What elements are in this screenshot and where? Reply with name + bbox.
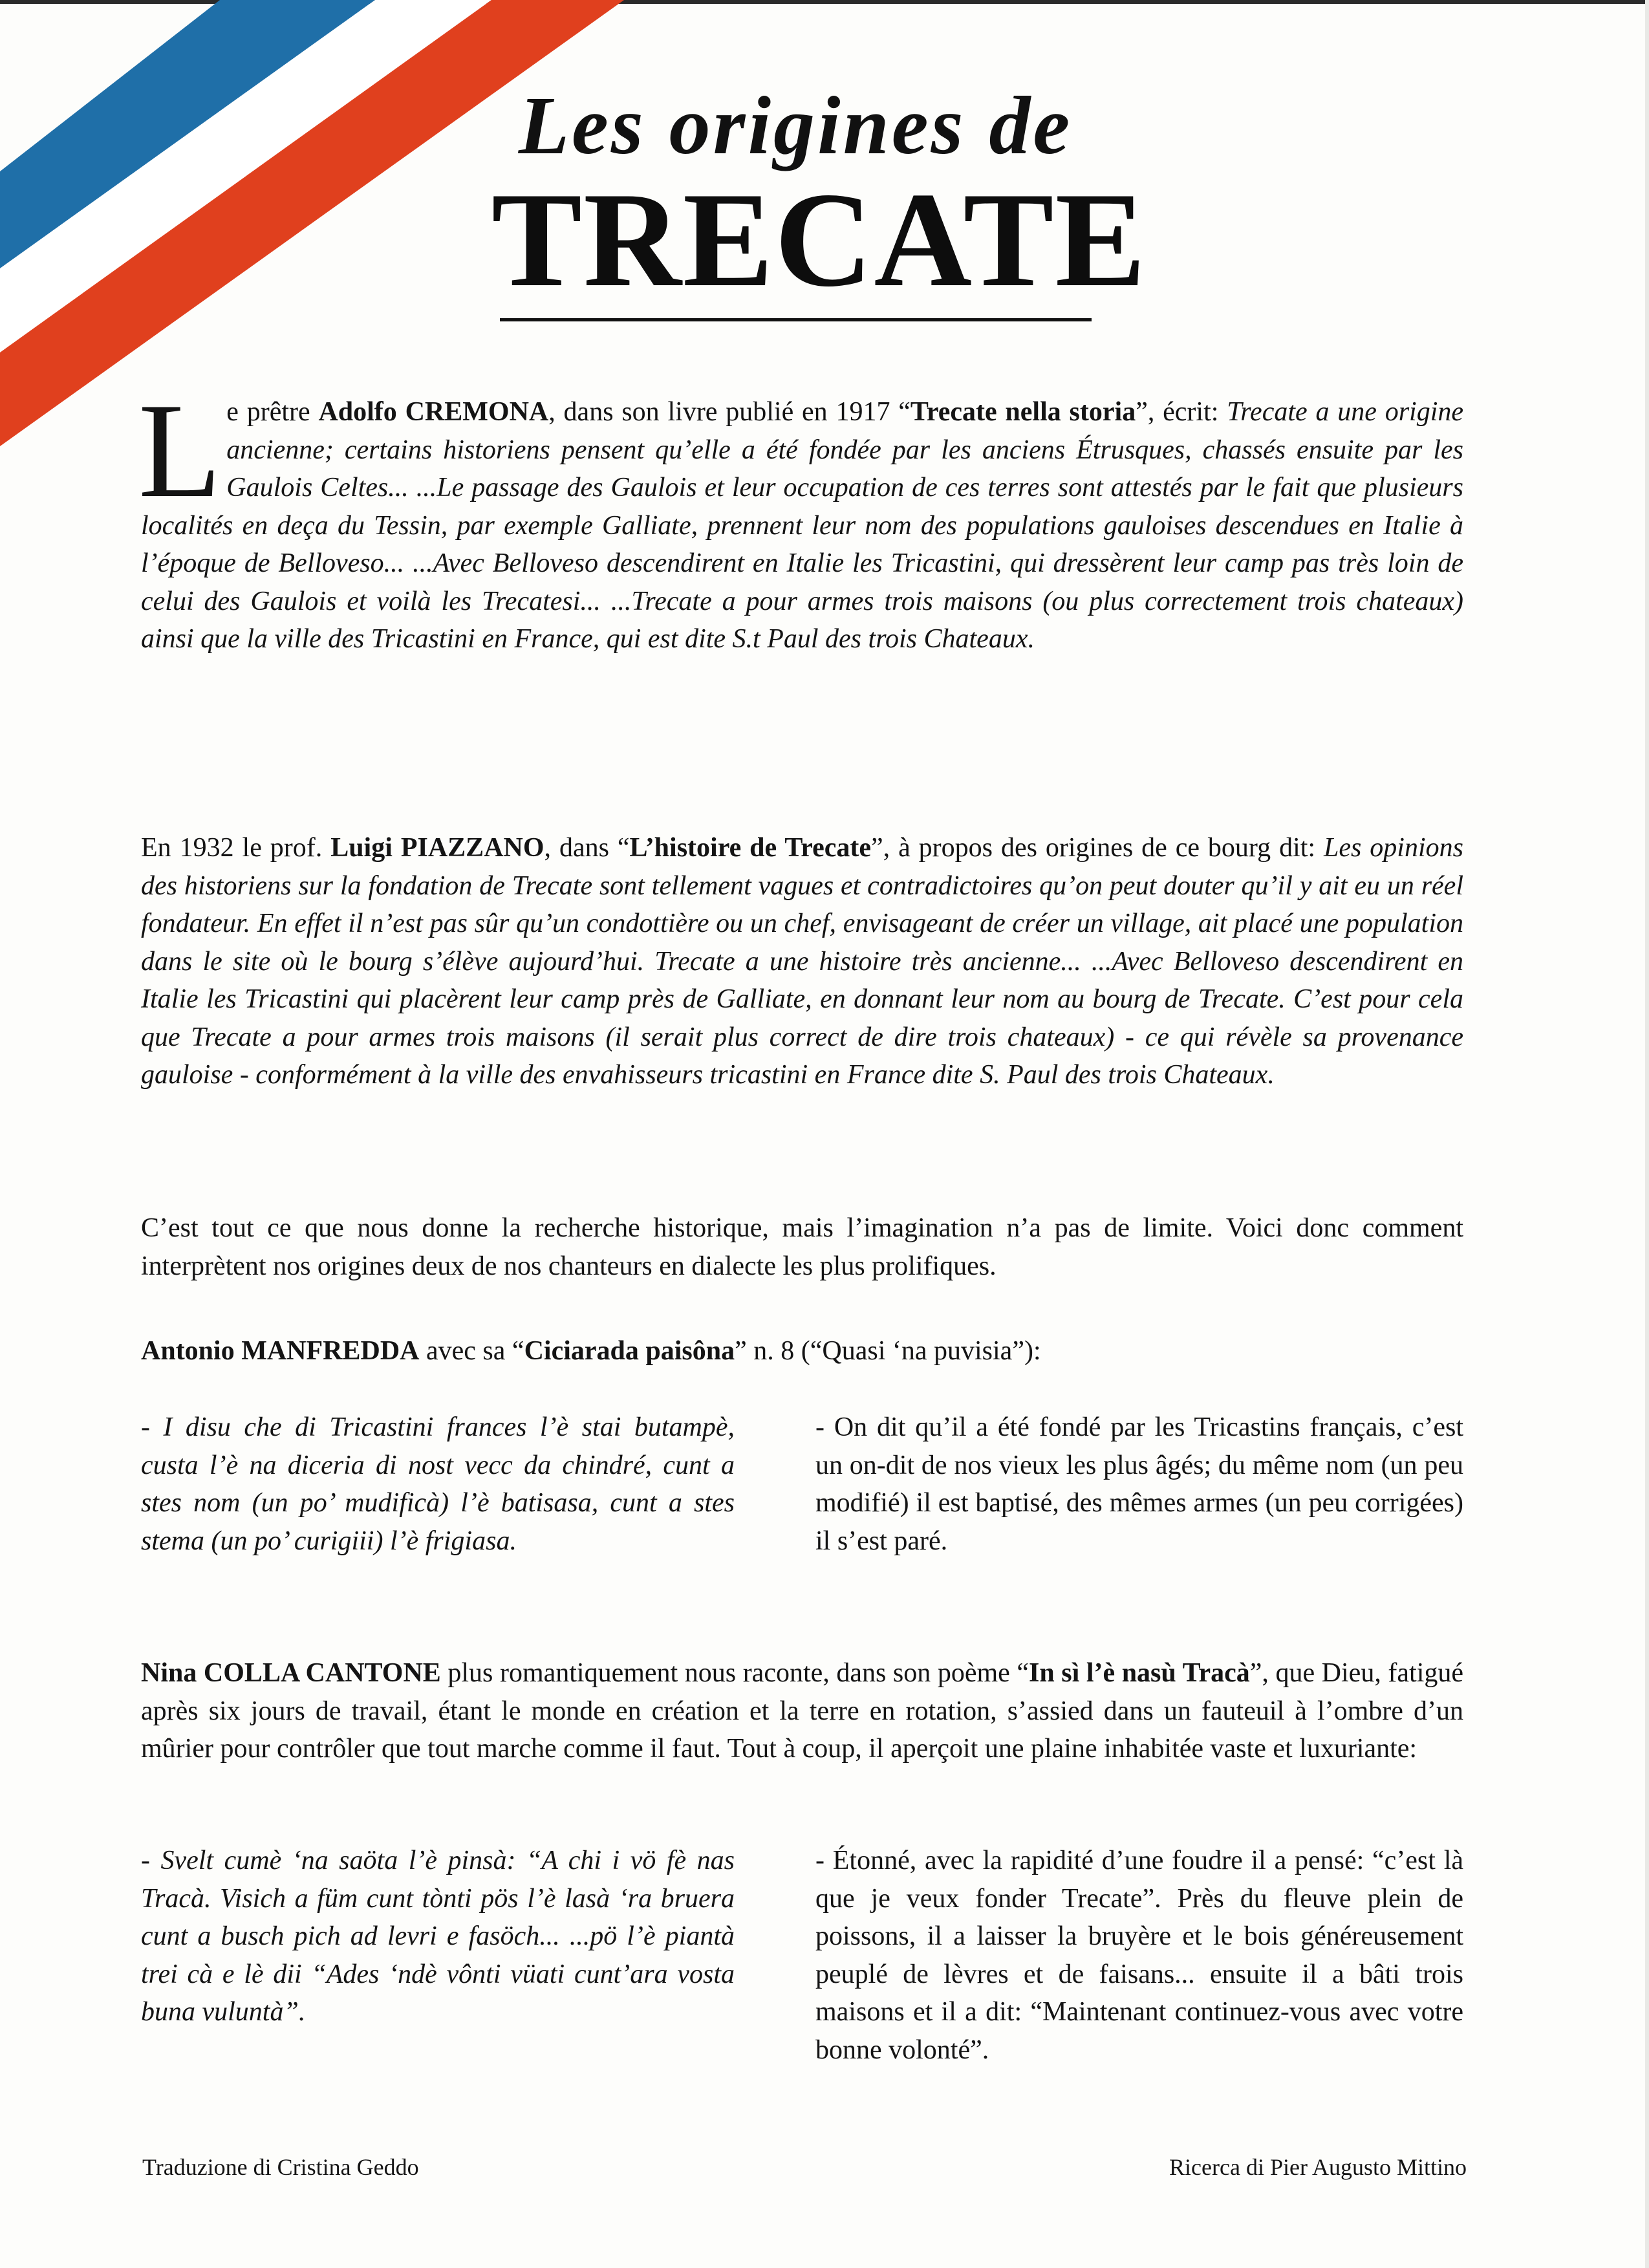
text: plus romantiquement nous raconte, dans son poème “ [440, 1658, 1029, 1688]
author-name: Adolfo CREMONA [318, 397, 549, 427]
author-name: Antonio MANFREDDA [141, 1336, 420, 1366]
author-name: Nina COLLA CANTONE [141, 1658, 441, 1688]
verse-french: - Étonné, avec la rapidité d’une foudre il a pensé: “c’est là que je veux fonder Trecate”. Près du fleuve plein de poissons, il a laisser la bruyère et le bois généreusement peuplé de lèvres et de faisans... ensuite il a bâti trois maisons et il a dit: “Maintenant continuez-vous avec votre bonne volonté”. [815, 1846, 1463, 2065]
text: ”, écrit: [1136, 397, 1227, 427]
quotation: Trecate a une origine ancienne; certains historiens pensent qu’elle a été fondée par les anciens Étrusques, chassés ensuite par les Gaulois Celtes... ...Le passage des Gaulois et leur occupation de ces terres sont attestés par le fait que plusieurs localités en deça du Tessin, par exemple Galliate, prennent leur nom des populations gauloises descendues en Italie à l’époque de Belloveso... ...Avec Belloveso descendirent en Italie les Tricastini, qui dressèrent leur camp pas très loin de celui des Gaulois et voilà les Trecatesi... ...Trecate a pour armes trois maisons (ou plus correctement trois chateaux) ainsi que la ville des Tricastini en France, qui est dite S.t Paul des trois Chateaux. [141, 397, 1464, 654]
text: ” n. 8 (“Quasi ‘na puvisia”): [735, 1336, 1041, 1366]
drop-cap: L [138, 376, 222, 526]
text: ”, que Dieu, fatigué après six jours de travail, étant le monde en création et la terre en rotation, s’assied dans un fauteuil à l’ombre d’un mûrier pour contrôler que tout marche comme il faut. Tout à coup, il aperçoit une plaine inhabitée vaste et luxuriante: [141, 1658, 1464, 1764]
verse-dialect: - I disu che di Tricastini frances l’è stai butampè, custa l’è na diceria di nost vecc da chindré, cunt a stes nom (un po’ mudificà) l’è batisasa, cunt a stes stema (un po’ curigiii) l’è frigiasa. [141, 1412, 735, 1556]
page-title: TRECATE [491, 165, 1147, 315]
text: ”, à propos des origines de ce bourg dit: [871, 833, 1324, 863]
paragraph-colla-cantone [141, 1654, 1463, 1768]
verse-french: - On dit qu’il a été fondé par les Tricastins français, c’est un on-dit de nos vieux les plus âgés; du même nom (un peu modifié) il est baptisé, des mêmes armes (un peu corrigées) il s’est paré. [815, 1412, 1463, 1556]
quotation: Les opinions des historiens sur la fondation de Trecate sont tellement vagues et contradictoires qu’on peut douter qu’il y ait eu un réel fondateur. En effet il n’est pas sûr qu’un condottière ou un chef, envisageant de créer un village, ait placé une population dans le site où le bourg s’élève aujourd’hui. Trecate a une histoire très ancienne... ...Avec Belloveso descendirent en Italie les Tricastini qui placèrent leur camp près de Galliate, en donnant leur nom au bourg de Trecate. C’est pour cela que Trecate a pour armes trois maisons (il serait plus correct de dire trois chateaux) - ce qui révèle sa provenance gauloise - conformément à la ville des envahisseurs tricastini en France dite S. Paul des trois Chateaux. [141, 833, 1463, 1090]
text: e prêtre [226, 397, 319, 427]
text: , dans son livre publié en 1917 “ [548, 397, 911, 427]
page-right-edge [1645, 0, 1649, 2268]
research-credit: Ricerca di Pier Augusto Mittino [1169, 2154, 1467, 2180]
book-title: L’histoire de Trecate [629, 833, 872, 863]
paragraph-imagination [141, 1209, 1463, 1285]
title-script: Les origines de [518, 80, 1073, 171]
text: avec sa “ [419, 1336, 524, 1366]
poem-title: Ciciarada paisôna [524, 1336, 735, 1366]
author-name: Luigi PIAZZANO [330, 833, 544, 863]
text: En 1932 le prof. [141, 833, 331, 863]
book-title: Trecate nella storia [910, 397, 1136, 427]
title-underline [500, 318, 1092, 321]
text: C’est tout ce que nous donne la recherche historique, mais l’imagination n’a pas de limite. Voici donc comment interprètent nos origines deux de nos chanteurs en dialecte les plus prolifiques. [141, 1213, 1463, 1281]
paragraph-cremona [138, 376, 1464, 658]
text: , dans “ [544, 833, 630, 863]
translator-credit: Traduzione di Cristina Geddo [142, 2154, 419, 2180]
paragraph-piazzano [141, 829, 1463, 1094]
poem-title: In sì l’è nasù Tracà [1028, 1658, 1250, 1688]
verse-dialect: - Svelt cumè ‘na saöta l’è pinsà: “A chi i vö fè nas Tracà. Visich a füm cunt tònti pös l’è lasà ‘ra bruera cunt a busch pich ad levri e fasöch... ...pö l’è piantà trei cà e lè dii “Ades ‘ndè vônti vüati cunt’ara vosta buna vuluntà”. [141, 1846, 735, 2027]
paragraph-manfredda [141, 1332, 1463, 1370]
title-block [491, 80, 1147, 321]
